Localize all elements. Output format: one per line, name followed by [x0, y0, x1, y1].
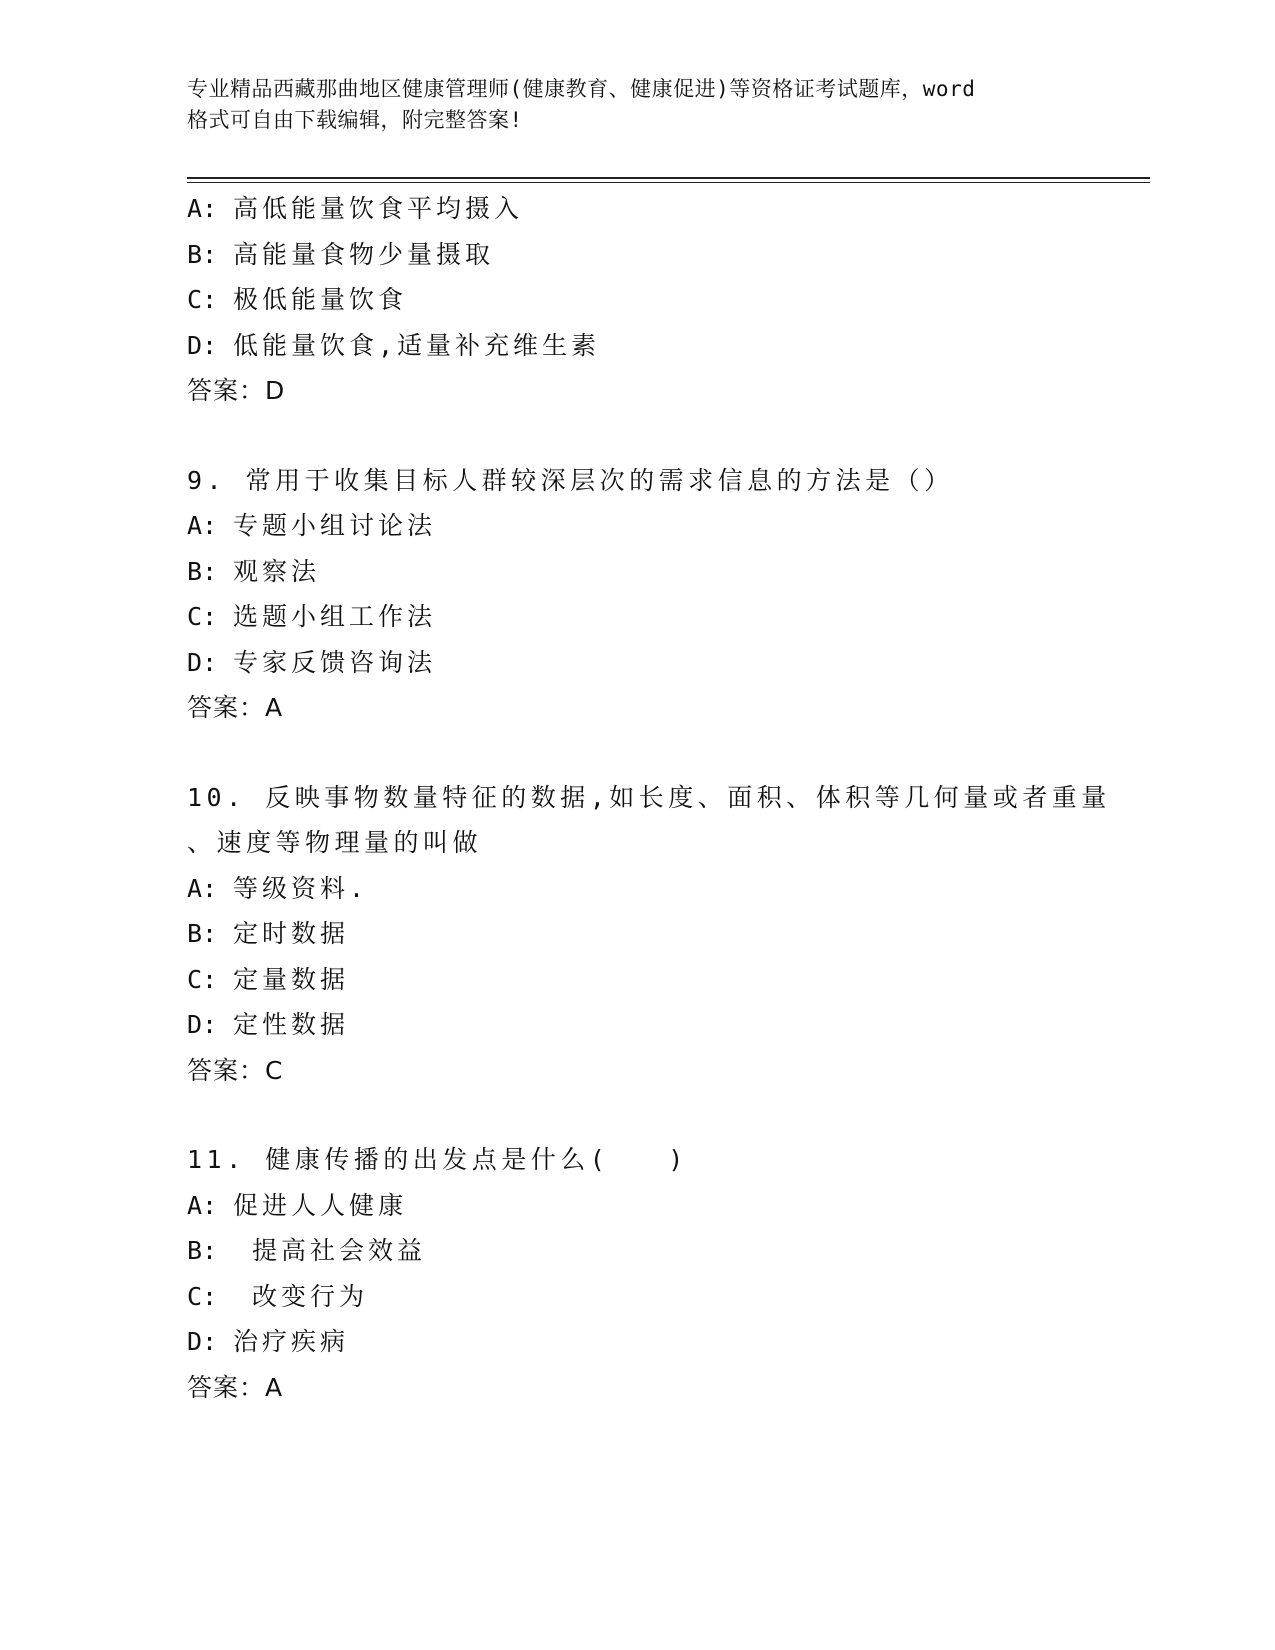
question-stem-continued: 、速度等物理量的叫做	[187, 828, 483, 857]
option-text: 专题小组讨论法	[233, 511, 437, 540]
option-c	[187, 594, 1087, 640]
question-stem: 9. 常用于收集目标人群较深层次的需求信息的方法是（）	[187, 465, 954, 495]
option-b	[187, 1228, 1087, 1274]
option-text: 改变行为	[233, 1281, 369, 1311]
answer-line: 答案：D	[187, 376, 286, 405]
question-stem: 10. 反映事物数量特征的数据,如长度、面积、体积等几何量或者重量	[187, 782, 1111, 812]
spacer	[187, 731, 1087, 775]
option-d	[187, 640, 1087, 686]
header-line-1: 专业精品西藏那曲地区健康管理师(健康教育、健康促进)等资格证考试题库，word	[187, 77, 976, 101]
option-text: 高低能量饮食平均摄入	[233, 194, 524, 223]
header-line-2: 格式可自由下载编辑，附完整答案!	[187, 108, 523, 132]
option-label: C:	[187, 1281, 218, 1311]
option-text: 提高社会效益	[233, 1236, 427, 1265]
option-label: A:	[187, 194, 218, 223]
option-b	[187, 911, 1087, 957]
option-label: A:	[187, 1190, 218, 1220]
option-label: C:	[187, 285, 218, 314]
option-text: 观察法	[233, 556, 321, 586]
question-block	[187, 186, 1087, 414]
option-d	[187, 323, 1087, 369]
header-divider-thick	[187, 177, 1150, 179]
option-text: 等级资料.	[233, 873, 369, 903]
option-label: D:	[187, 330, 218, 360]
option-label: A:	[187, 511, 218, 540]
answer-line: 答案：A	[187, 693, 284, 722]
option-text: 定时数据	[233, 919, 350, 948]
option-label: D:	[187, 647, 218, 677]
option-text: 高能量食物少量摄取	[233, 239, 495, 269]
document-header	[187, 74, 1087, 136]
option-c	[187, 957, 1087, 1003]
option-label: C:	[187, 964, 218, 994]
option-b	[187, 549, 1087, 595]
spacer	[187, 1093, 1087, 1137]
question-block	[187, 458, 1087, 731]
option-d	[187, 1319, 1087, 1365]
question-list	[187, 186, 1111, 1410]
question-block	[187, 1137, 1087, 1410]
option-text: 专家反馈咨询法	[233, 647, 437, 677]
option-a	[187, 1183, 1087, 1229]
option-text: 极低能量饮食	[233, 285, 408, 314]
option-label: B:	[187, 239, 218, 269]
question-stem: 11. 健康传播的出发点是什么( )	[187, 1145, 688, 1174]
option-label: B:	[187, 919, 218, 948]
option-b	[187, 232, 1087, 278]
option-d	[187, 1002, 1087, 1048]
option-a	[187, 503, 1087, 549]
option-text: 定量数据	[233, 964, 350, 994]
option-label: D:	[187, 1010, 218, 1039]
option-label: C:	[187, 602, 218, 631]
option-text: 治疗疾病	[233, 1327, 350, 1356]
option-label: B:	[187, 556, 218, 586]
option-a	[187, 186, 1087, 232]
spacer	[187, 414, 1087, 458]
option-a	[187, 866, 1087, 912]
option-c	[187, 1274, 1087, 1320]
answer-line: 答案：A	[187, 1372, 284, 1402]
answer-line: 答案：C	[187, 1055, 284, 1085]
option-label: D:	[187, 1327, 218, 1356]
option-text: 定性数据	[233, 1010, 350, 1039]
option-text: 促进人人健康	[233, 1190, 408, 1220]
option-label: B:	[187, 1236, 218, 1265]
question-block	[187, 775, 1111, 1094]
option-c	[187, 277, 1087, 323]
option-text: 低能量饮食,适量补充维生素	[233, 330, 601, 360]
option-label: A:	[187, 873, 218, 903]
header-divider-thin	[187, 182, 1150, 183]
option-text: 选题小组工作法	[233, 602, 437, 631]
